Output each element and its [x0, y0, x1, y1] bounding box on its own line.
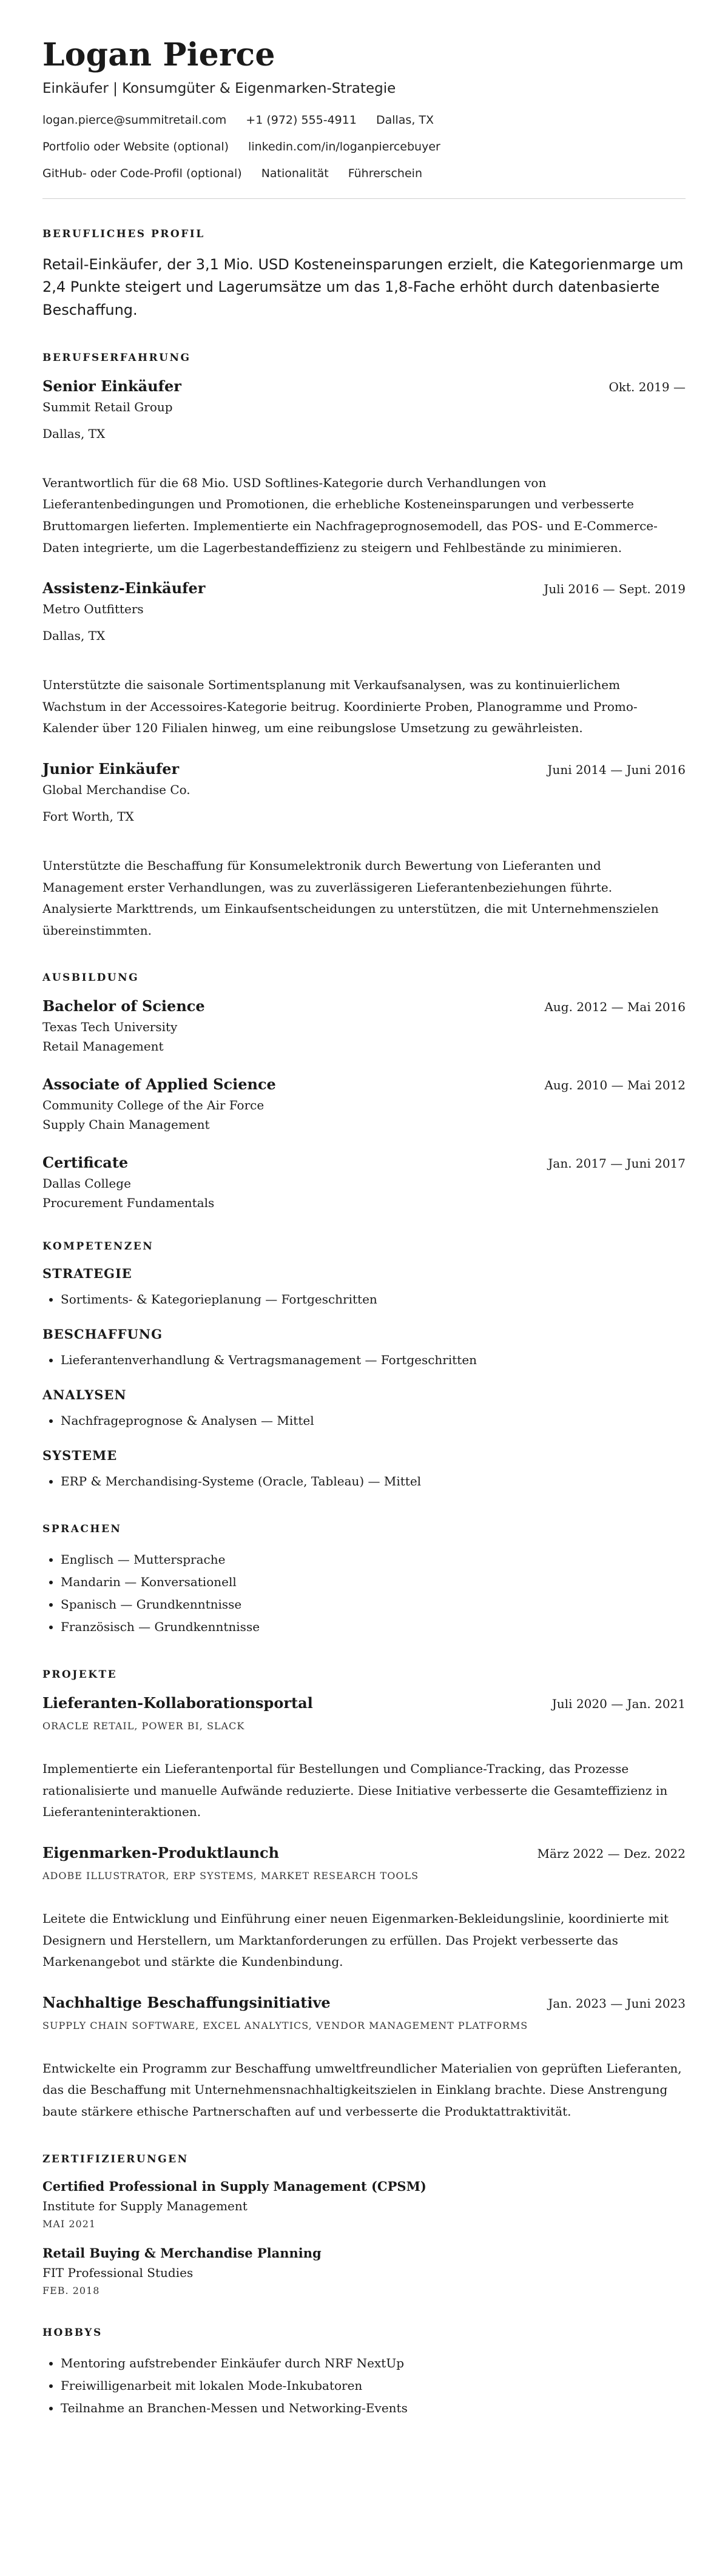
field-of-study: Procurement Fundamentals: [42, 1196, 215, 1211]
contact-portfolio[interactable]: Portfolio oder Website (optional): [42, 140, 229, 154]
summary-text: Retail-Einkäufer, der 3,1 Mio. USD Kosteneinsparungen erzielt, die Kategorienmarge um 2,4 Punkte steigert und Lagerumsätze um das 1,8-Fache erhöht durch datenbasierte Beschaffung.: [42, 256, 684, 318]
project-description: Leitete die Entwicklung und Einführung einer neuen Eigenmarken-Bekleidungslinie, koordinierte mit Designern und Herstellern, um Marktanforderungen zu erfüllen. Das Projekt verbesserte das Markenangebot und stärkte die Kundenbindung.: [42, 1911, 669, 1969]
education-entry: [42, 1154, 686, 1210]
job-company: Summit Retail Group: [42, 399, 173, 414]
job-dates: Juli 2016 — Sept. 2019: [544, 582, 686, 597]
degree-title: Associate of Applied Science: [42, 1075, 276, 1094]
skill-category-title: BESCHAFFUNG: [42, 1327, 163, 1342]
certification-name: Certified Professional in Supply Management (CPSM): [42, 2178, 426, 2194]
language-item: • Englisch — Muttersprache: [61, 1549, 686, 1571]
candidate-headline: Einkäufer | Konsumgüter & Eigenmarken-Strategie: [42, 81, 396, 97]
hobby-item: • Mentoring aufstrebender Einkäufer durch NRF NextUp: [61, 2352, 686, 2375]
project-entry: [42, 1844, 686, 1973]
school-name: Community College of the Air Force: [42, 1098, 265, 1113]
languages-heading: SPRACHEN: [42, 1523, 122, 1536]
candidate-name: Logan Pierce: [42, 36, 275, 73]
certification-entry: [42, 2245, 686, 2296]
job-title: Assistenz-Einkäufer: [42, 579, 206, 597]
projects-section: [42, 1669, 686, 2122]
education-entry: [42, 997, 686, 1054]
skill-item: • Nachfrageprognose & Analysen — Mittel: [61, 1410, 686, 1432]
project-tech: ADOBE ILLUSTRATOR, ERP SYSTEMS, MARKET RESEARCH TOOLS: [42, 1870, 419, 1882]
degree-title: Bachelor of Science: [42, 997, 205, 1015]
school-name: Dallas College: [42, 1176, 131, 1191]
skill-item: • Sortiments- & Kategorieplanung — Fortgeschritten: [61, 1288, 686, 1311]
experience-entry: [42, 760, 686, 941]
job-company: Metro Outfitters: [42, 602, 144, 617]
language-item: • Französisch — Grundkenntnisse: [61, 1616, 686, 1638]
project-tech: SUPPLY CHAIN SOFTWARE, EXCEL ANALYTICS, VENDOR MANAGEMENT PLATFORMS: [42, 2019, 528, 2031]
summary-section: [42, 228, 686, 321]
contact-row-1: [42, 113, 686, 127]
project-name: Eigenmarken-Produktlaunch: [42, 1844, 280, 1862]
certification-issuer: Institute for Supply Management: [42, 2198, 248, 2213]
certification-date: MAI 2021: [42, 2218, 96, 2230]
field-of-study: Retail Management: [42, 1039, 164, 1054]
project-description: Entwickelte ein Programm zur Beschaffung umweltfreundlicher Materialien von geprüften Lieferanten, das die Beschaffung mit Unternehmensnachhaltigkeitszielen in Einklang brachte. Diese Anstrengung baute stärkere ethische Partnerschaften auf und verbesserte die Produktattraktivität.: [42, 2060, 682, 2119]
skill-item: • ERP & Merchandising-Systeme (Oracle, Tableau) — Mittel: [61, 1470, 686, 1493]
project-tech: ORACLE RETAIL, POWER BI, SLACK: [42, 1720, 245, 1732]
skills-heading: KOMPETENZEN: [42, 1240, 154, 1253]
language-list: [42, 1549, 686, 1638]
job-title: Junior Einkäufer: [42, 759, 180, 778]
hobby-list: [42, 2352, 686, 2420]
languages-section: [42, 1523, 686, 1638]
contact-email[interactable]: logan.pierce@summitretail.com: [42, 113, 227, 127]
experience-entry: [42, 377, 686, 559]
language-item: • Spanisch — Grundkenntnisse: [61, 1593, 686, 1616]
job-dates: Okt. 2019 —: [608, 379, 686, 394]
contact-row-3: [42, 167, 686, 180]
hobbies-section: [42, 2327, 686, 2420]
education-entry: [42, 1075, 686, 1132]
header-divider: [42, 198, 686, 199]
certifications-section: [42, 2153, 686, 2296]
field-of-study: Supply Chain Management: [42, 1117, 210, 1132]
education-heading: AUSBILDUNG: [42, 972, 140, 984]
language-item: • Mandarin — Konversationell: [61, 1571, 686, 1593]
skill-list: [42, 1470, 686, 1493]
contact-drivers-license: Führerschein: [348, 167, 422, 181]
project-description: Implementierte ein Lieferantenportal für Bestellungen und Compliance-Tracking, das Prozesse rationalisierte und manuelle Aufwände reduzierte. Diese Initiative verbesserte die Gesamteffizienz in Lieferanteninteraktionen.: [42, 1761, 668, 1820]
contact-location: Dallas, TX: [376, 113, 434, 127]
contact-phone[interactable]: +1 (972) 555-4911: [246, 113, 357, 127]
contact-row-2: [42, 140, 686, 153]
project-dates: Jan. 2023 — Juni 2023: [548, 1996, 686, 2011]
project-dates: Juli 2020 — Jan. 2021: [551, 1697, 686, 1712]
job-description: Verantwortlich für die 68 Mio. USD Softlines-Kategorie durch Verhandlungen von Lieferantenbedingungen und Promotionen, die erhebliche Kosteneinsparungen und verbesserte Bruttomargen lieferten. Implementierte ein Nachfrageprognosemodell, das POS- und E-Commerce-Daten integrierte, um die Lagerbestandeffizienz zu steigern und Fehlbestände zu minimieren.: [42, 475, 658, 555]
job-location: Dallas, TX: [42, 628, 106, 644]
skill-item: • Lieferantenverhandlung & Vertragsmanagement — Fortgeschritten: [61, 1349, 686, 1371]
job-dates: Juni 2014 — Juni 2016: [547, 762, 686, 777]
certifications-heading: ZERTIFIZIERUNGEN: [42, 2153, 189, 2165]
skill-category-title: ANALYSEN: [42, 1387, 127, 1403]
skill-category-title: SYSTEME: [42, 1448, 118, 1464]
contact-github[interactable]: GitHub- oder Code-Profil (optional): [42, 167, 242, 181]
summary-heading: BERUFLICHES PROFIL: [42, 228, 205, 241]
job-title: Senior Einkäufer: [42, 377, 181, 395]
hobbies-heading: HOBBYS: [42, 2326, 103, 2339]
certification-entry: [42, 2179, 686, 2230]
job-location: Dallas, TX: [42, 426, 106, 441]
education-dates: Aug. 2010 — Mai 2012: [544, 1078, 686, 1093]
degree-title: Certificate: [42, 1154, 129, 1172]
contact-linkedin[interactable]: linkedin.com/in/loganpiercebuyer: [248, 140, 440, 154]
experience-section: [42, 352, 686, 942]
skills-section: [42, 1240, 686, 1493]
project-name: Lieferanten-Kollaborationsportal: [42, 1694, 313, 1712]
experience-entry: [42, 579, 686, 739]
job-description: Unterstützte die Beschaffung für Konsumelektronik durch Bewertung von Lieferanten und Management erster Verhandlungen, was zu zuverlässigeren Lieferantenbeziehungen führte. Analysierte Markttrends, um Einkaufsentscheidungen zu unterstützen, die mit Unternehmenszielen übereinstimmten.: [42, 858, 659, 938]
resume-header: [42, 38, 686, 180]
skill-list: [42, 1410, 686, 1432]
job-company: Global Merchandise Co.: [42, 782, 190, 797]
project-dates: März 2022 — Dez. 2022: [537, 1846, 686, 1861]
certification-issuer: FIT Professional Studies: [42, 2265, 194, 2280]
project-name: Nachhaltige Beschaffungsinitiative: [42, 1993, 331, 2011]
projects-heading: PROJEKTE: [42, 1669, 118, 1681]
education-dates: Jan. 2017 — Juni 2017: [548, 1156, 686, 1171]
project-entry: [42, 1694, 686, 1823]
job-description: Unterstützte die saisonale Sortimentsplanung mit Verkaufsanalysen, was zu kontinuierlichem Wachstum in der Accessoires-Kategorie beitrug. Koordinierte Proben, Planogramme und Promo-Kalender über 120 Filialen hinweg, um eine reibungslose Umsetzung zu gewährleisten.: [42, 678, 638, 736]
job-location: Fort Worth, TX: [42, 809, 134, 824]
education-section: [42, 972, 686, 1210]
experience-heading: BERUFSERFAHRUNG: [42, 351, 191, 364]
hobby-item: • Freiwilligenarbeit mit lokalen Mode-Inkubatoren: [61, 2375, 686, 2397]
certification-date: FEB. 2018: [42, 2284, 100, 2296]
skill-list: [42, 1349, 686, 1371]
education-dates: Aug. 2012 — Mai 2016: [544, 1000, 686, 1015]
skill-list: [42, 1288, 686, 1311]
certification-name: Retail Buying & Merchandise Planning: [42, 2245, 322, 2261]
skill-category-title: STRATEGIE: [42, 1266, 132, 1282]
contact-nationality: Nationalität: [261, 167, 329, 181]
school-name: Texas Tech University: [42, 1020, 178, 1035]
hobby-item: • Teilnahme an Branchen-Messen und Networking-Events: [61, 2397, 686, 2420]
project-entry: [42, 1994, 686, 2123]
